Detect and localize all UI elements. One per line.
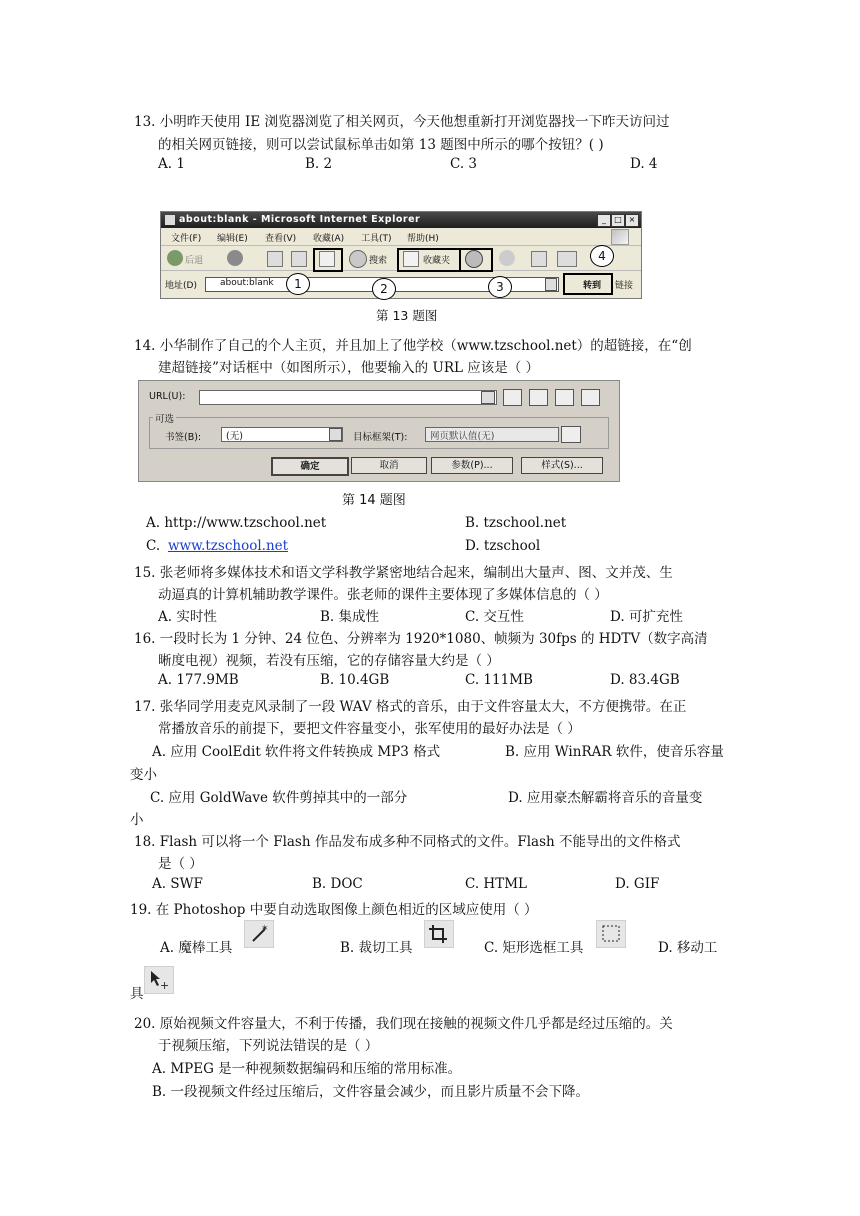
search-label: 搜索: [369, 256, 388, 266]
target-value: 网页默认值(无): [430, 431, 495, 442]
cancel-button: 取消: [351, 457, 427, 474]
rectangular-marquee-tool-icon: [596, 920, 626, 948]
url-dropdown-icon: [481, 391, 495, 404]
q14-caption: 第 14 题图: [342, 493, 406, 508]
address-value: about:blank: [220, 278, 274, 288]
highlight-home: [313, 248, 343, 272]
q13-option-c: C. 3: [450, 156, 478, 172]
menu-tools: 工具(T): [361, 234, 392, 244]
svg-text:✶: ✶: [261, 924, 269, 934]
highlight-favorites: [397, 248, 461, 272]
q15-option-b: B. 集成性: [320, 609, 380, 625]
q16-line1: 16. 一段时长为 1 分钟、24 位色、分辨率为 1920*1080、帧频为 30fps 的 HDTV（数字高清: [134, 631, 708, 647]
q15-option-c: C. 交互性: [465, 609, 524, 625]
menu-help: 帮助(H): [407, 234, 439, 244]
ie-title-bar: [161, 212, 641, 228]
q14-option-b: B. tzschool.net: [465, 515, 567, 531]
q16-option-c: C. 111MB: [465, 672, 533, 688]
q20-line1: 20. 原始视频文件容量大，不利于传播，我们现在接触的视频文件几乎都是经过压缩的。关: [134, 1016, 673, 1032]
stop-icon: [267, 251, 283, 267]
email-icon: [555, 389, 574, 406]
q20-option-b: B. 一段视频文件经过压缩后，文件容量会减少，而且影片质量不会下降。: [152, 1084, 590, 1100]
q15-option-d: D. 可扩充性: [610, 609, 683, 625]
q17-option-c: C. 应用 GoldWave 软件剪掉其中的一部分: [150, 790, 408, 806]
q13-option-a: A. 1: [158, 156, 185, 172]
q14-option-d: D. tzschool: [465, 538, 541, 554]
q14-line1: 14. 小华制作了自己的个人主页，并且加上了他学校（www.tzschool.net）的超链接，在“创: [134, 338, 692, 354]
menu-edit: 编辑(E): [217, 234, 248, 244]
q16-line2: 晰度电视）视频，若没有压缩，它的存储容量大约是（ ）: [158, 653, 500, 669]
q14-line2: 建超链接”对话框中（如图所示），他要输入的 URL 应该是（ ）: [158, 360, 540, 376]
q17-line1: 17. 张华同学用麦克风录制了一段 WAV 格式的音乐，由于文件容量太大，不方便携带。在正: [134, 699, 687, 715]
q19-option-b: B. 裁切工具: [340, 940, 413, 956]
q19-option-a: A. 魔棒工具: [160, 940, 233, 956]
target-label: 目标框架(T):: [353, 432, 408, 443]
marker-3: 3: [488, 276, 512, 298]
q13-line1: 13. 小明昨天使用 IE 浏览器浏览了相关网页，今天他想重新打开浏览器找一下昨天访问过: [134, 114, 670, 130]
address-label: 地址(D): [165, 281, 197, 291]
q17-option-d-cont: 小: [130, 812, 144, 828]
minimize-icon: _: [597, 214, 611, 227]
q18-option-a: A. SWF: [152, 876, 203, 892]
windows-logo-icon: [611, 229, 629, 245]
magic-wand-tool-icon: [244, 920, 274, 948]
close-icon: ×: [625, 214, 639, 227]
new-document-icon: [581, 389, 600, 406]
marker-4: 4: [590, 245, 614, 267]
target-edit-icon: [561, 426, 581, 443]
marker-2: 2: [372, 278, 396, 300]
search-icon: [349, 250, 367, 268]
optional-label: 可选: [153, 411, 176, 425]
style-button: 样式(S)...: [521, 457, 603, 474]
q19-option-c: C. 矩形选框工具: [484, 940, 584, 956]
q18-option-d: D. GIF: [615, 876, 660, 892]
q17-option-b: B. 应用 WinRAR 软件，使音乐容量: [505, 744, 724, 760]
q17-option-b-cont: 变小: [130, 767, 157, 783]
url-field: [199, 390, 497, 405]
hyperlink-dialog-figure: [138, 380, 620, 482]
go-label: 转到: [583, 281, 602, 291]
menu-favorites: 收藏(A): [313, 234, 345, 244]
q14-option-c-link[interactable]: www.tzschool.net: [168, 538, 289, 554]
q18-option-b: B. DOC: [312, 876, 363, 892]
q13-option-b: B. 2: [305, 156, 333, 172]
q20-line2: 于视频压缩，下列说法错误的是（ ）: [158, 1038, 379, 1054]
edit-icon: [557, 251, 577, 267]
forward-arrow-icon: [227, 250, 243, 266]
svg-text:+: +: [160, 979, 170, 992]
q17-line2: 常播放音乐的前提下，要把文件容量变小，张军使用的最好办法是（ ）: [158, 721, 581, 737]
highlight-go: [563, 273, 613, 295]
ie-app-icon: [165, 215, 175, 225]
maximize-icon: □: [611, 214, 625, 227]
q18-option-c: C. HTML: [465, 876, 527, 892]
print-icon: [531, 251, 547, 267]
q13-line2: 的相关网页链接，则可以尝试鼠标单击如第 13 题图中所示的哪个按钮？( ): [158, 137, 604, 153]
mail-icon: [499, 250, 515, 266]
back-label: 后退: [185, 256, 204, 266]
browse-web-icon: [503, 389, 522, 406]
menu-file: 文件(F): [171, 234, 202, 244]
url-label: URL(U):: [149, 391, 186, 402]
bookmark-value: (无): [226, 431, 243, 442]
q18-line2: 是（ ）: [158, 856, 203, 872]
q13-option-d: D. 4: [630, 156, 658, 172]
q16-option-d: D. 83.4GB: [610, 672, 680, 688]
browse-file-icon: [529, 389, 548, 406]
q17-option-a: A. 应用 CoolEdit 软件将文件转换成 MP3 格式: [152, 744, 441, 760]
q15-line2: 动逼真的计算机辅助教学课件。张老师的课件主要体现了多媒体信息的（ ）: [158, 587, 608, 603]
favorites-label: 收藏夹: [423, 256, 451, 266]
highlight-history: [459, 248, 493, 272]
links-label: 链接: [615, 281, 634, 291]
q13-caption: 第 13 题图: [376, 308, 438, 323]
address-dropdown-icon: [545, 278, 557, 291]
ie-window-figure: [160, 211, 642, 299]
menu-view: 查看(V): [265, 234, 297, 244]
target-field: [425, 427, 559, 442]
ie-title: about:blank - Microsoft Internet Explorer: [179, 214, 421, 225]
back-arrow-icon: [167, 250, 183, 266]
refresh-icon: [291, 251, 307, 267]
q19-option-d: D. 移动工: [658, 940, 718, 956]
q14-option-a: A. http://www.tzschool.net: [146, 515, 327, 531]
q19-line1: 19. 在 Photoshop 中要自动选取图像上颜色相近的区域应使用（ ）: [130, 902, 538, 918]
q15-option-a: A. 实时性: [158, 609, 217, 625]
params-button: 参数(P)...: [431, 457, 513, 474]
q20-option-a: A. MPEG 是一种视频数据编码和压缩的常用标准。: [152, 1061, 462, 1077]
q18-line1: 18. Flash 可以将一个 Flash 作品发布成多种不同格式的文件。Flash 不能导出的文件格式: [134, 834, 681, 850]
move-tool-icon: [144, 966, 174, 994]
q19-option-d-cont: 具: [130, 986, 144, 1002]
bookmark-label: 书签(B):: [165, 432, 202, 443]
ok-button: 确定: [271, 457, 349, 476]
q17-option-d: D. 应用豪杰解霸将音乐的音量变: [508, 790, 703, 806]
crop-tool-icon: [424, 920, 454, 948]
marker-1: 1: [286, 273, 310, 295]
bookmark-dropdown-icon: [329, 428, 342, 441]
ie-menu-bar: [161, 229, 641, 244]
q16-option-b: B. 10.4GB: [320, 672, 390, 688]
q16-option-a: A. 177.9MB: [158, 672, 239, 688]
bookmark-select: [221, 427, 343, 442]
q15-line1: 15. 张老师将多媒体技术和语文学科教学紧密地结合起来，编制出大量声、图、文并茂、生: [134, 565, 673, 581]
q14-option-c-prefix: C.: [146, 538, 161, 554]
